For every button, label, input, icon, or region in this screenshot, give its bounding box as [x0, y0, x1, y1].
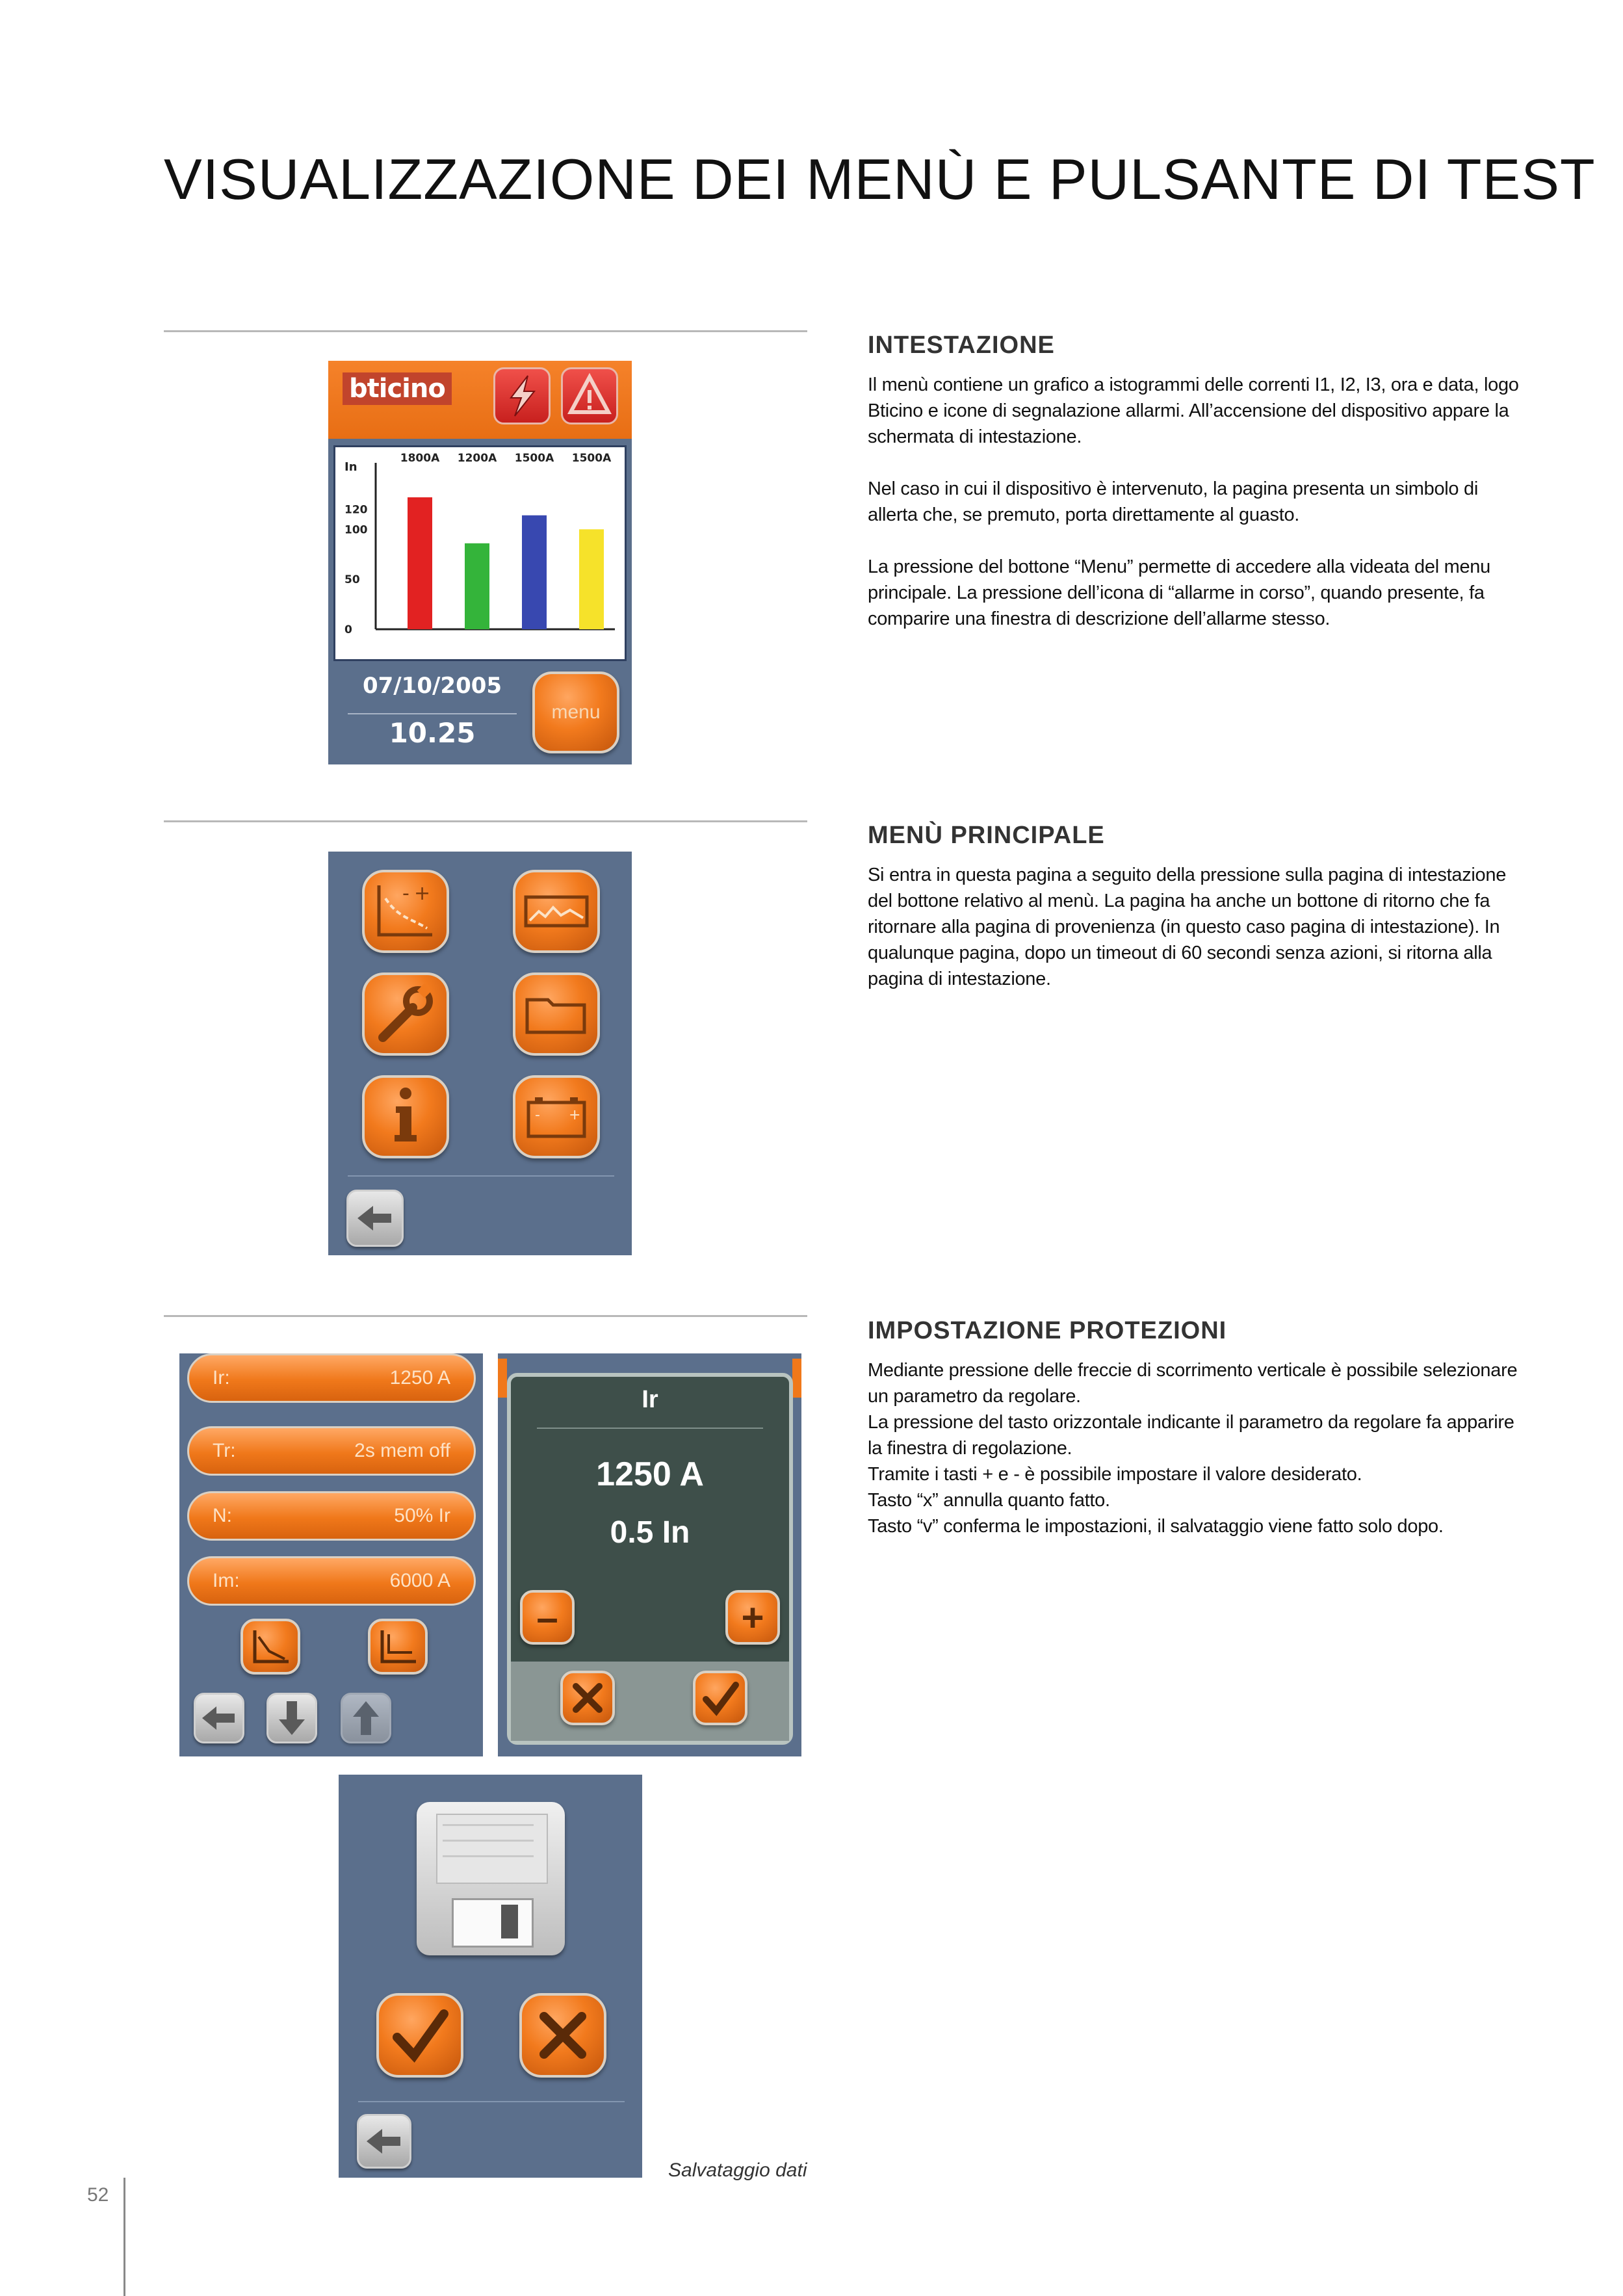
menu-button[interactable] [532, 672, 619, 753]
section-body-menu-principale [868, 862, 1531, 1018]
section-title-menu-principale: MENÙ PRINCIPALE [868, 822, 1105, 849]
menu-button-label: menu [551, 701, 601, 723]
page-number: 52 [87, 2184, 109, 2206]
y-tick-label: 120 [344, 503, 368, 517]
save-confirm-button[interactable] [376, 1993, 463, 2078]
text-line: La pressione del tasto orizzontale indicante il parametro da regolare fa apparire la finestra di regolazione. [868, 1412, 1514, 1459]
battery-icon[interactable] [513, 1075, 600, 1158]
param-value: 2s mem off [354, 1440, 450, 1461]
param-value: 6000 A [389, 1570, 450, 1591]
text-line: Tramite i tasti + e - è possibile impostare il valore desiderato. [868, 1464, 1362, 1485]
save-divider [358, 2101, 625, 2102]
bar [579, 529, 604, 629]
param-label: N: [213, 1505, 232, 1526]
page-title: VISUALIZZAZIONE DEI MENÙ E PULSANTE DI TEST [164, 147, 1596, 211]
section-divider [164, 820, 807, 822]
param-value: 50% Ir [394, 1505, 450, 1526]
param-button-im[interactable] [187, 1556, 476, 1606]
floppy-disk-icon [417, 1802, 565, 1955]
scroll-down-icon[interactable] [266, 1693, 317, 1743]
regulation-window-screen [498, 1353, 801, 1756]
curve-down-icon[interactable] [240, 1619, 300, 1675]
svg-text:+: + [414, 882, 431, 905]
pill-edge [498, 1359, 507, 1398]
date-display: 07/10/2005 [362, 673, 502, 699]
category-label: 1500A [571, 452, 612, 465]
curve-step-icon[interactable] [368, 1619, 428, 1675]
bar [408, 497, 432, 629]
info-icon[interactable] [362, 1075, 449, 1158]
regulation-ratio: 0.5 In [610, 1515, 690, 1550]
floppy-line [443, 1855, 534, 1857]
y-tick-label: 100 [344, 523, 368, 537]
page-margin-line [123, 2178, 125, 2296]
param-button-n[interactable] [187, 1491, 476, 1541]
confirm-button[interactable] [693, 1671, 747, 1725]
regulation-title: Ir [642, 1386, 658, 1413]
param-label: Ir: [213, 1367, 230, 1389]
main-menu-screen [328, 852, 632, 1255]
paragraph: Nel caso in cui il dispositivo è intervenuto, la pagina presenta un simbolo di allerta che, se premuto, porta direttamente al guasto. [868, 478, 1478, 525]
folder-icon[interactable] [513, 972, 600, 1056]
bar [522, 515, 547, 629]
section-body-impostazione-protezioni [868, 1357, 1531, 1539]
section-divider [164, 1315, 807, 1317]
text-line: Tasto “x” annulla quanto fatto. [868, 1490, 1110, 1511]
paragraph: Il menù contiene un grafico a istogrammi delle correnti I1, I2, I3, ora e data, logo Bticino e icone di segnalazione allarmi. All’accensione del dispositivo appare la schermata di intestazione. [868, 374, 1519, 447]
bar [465, 543, 489, 629]
section-body-intestazione [868, 372, 1531, 658]
paragraph: Si entra in questa pagina a seguito della pressione sulla pagina di intestazione del bottone relativo al menù. La pagina ha anche un bottone di ritorno che fa ritornare alla pagina di provenienza (in questo caso pagina di intestazione). In qualunque pagina, dopo un timeout di 60 secondi senza azioni, si ritorna alla pagina di intestazione. [868, 865, 1507, 989]
date-divider [348, 713, 517, 714]
regulation-dialog [507, 1373, 793, 1745]
regulation-value: 1250 A [596, 1455, 704, 1493]
wrench-icon[interactable] [362, 972, 449, 1056]
category-label: 1800A [400, 452, 440, 465]
waveform-icon[interactable] [513, 870, 600, 953]
menu-divider [348, 1175, 614, 1177]
back-arrow-icon[interactable] [346, 1190, 404, 1247]
floppy-line [443, 1840, 534, 1842]
back-arrow-icon[interactable] [194, 1693, 244, 1743]
y-tick-label: 0 [344, 623, 352, 636]
svg-text:-: - [535, 1107, 540, 1123]
paragraph: La pressione del bottone “Menu” permette di accedere alla videata del menu principale. La pressione dell’icona di “allarme in corso”, quando presente, fa comparire una finestra di descrizione dell’allarme stesso. [868, 556, 1490, 629]
svg-text:-: - [402, 882, 409, 905]
floppy-shutter [452, 1898, 534, 1948]
plus-button[interactable] [725, 1590, 780, 1645]
param-value: 1250 A [389, 1367, 450, 1389]
scroll-up-icon[interactable] [341, 1693, 391, 1743]
param-label: Im: [213, 1570, 240, 1591]
title-divider [537, 1428, 763, 1429]
time-display: 10.25 [389, 717, 476, 749]
header-screen [328, 361, 632, 764]
section-divider [164, 330, 807, 332]
curve-settings-icon[interactable] [362, 870, 449, 953]
current-histogram [333, 445, 627, 661]
y-tick-label: 50 [344, 573, 360, 587]
plus-label: + [741, 1596, 764, 1639]
category-label: 1200A [457, 452, 497, 465]
cancel-button[interactable] [560, 1671, 615, 1725]
section-title-intestazione: INTESTAZIONE [868, 332, 1055, 359]
warning-icon[interactable] [561, 367, 618, 424]
save-data-screen [339, 1775, 642, 2178]
param-button-tr[interactable] [187, 1426, 476, 1476]
back-arrow-icon[interactable] [357, 2114, 411, 2169]
y-axis-label: In [344, 460, 357, 474]
floppy-line [443, 1824, 534, 1826]
protection-settings-screen [179, 1353, 483, 1756]
svg-text:+: + [569, 1107, 581, 1123]
text-line: Tasto “v” conferma le impostazioni, il salvataggio viene fatto solo dopo. [868, 1516, 1444, 1537]
lightning-icon[interactable] [493, 367, 551, 424]
save-cancel-button[interactable] [519, 1993, 606, 2078]
text-line: Mediante pressione delle freccie di scorrimento verticale è possibile selezionare un parametro da regolare. [868, 1360, 1518, 1407]
pill-edge [792, 1359, 801, 1398]
minus-label: – [536, 1596, 558, 1639]
param-label: Tr: [213, 1440, 236, 1461]
section-title-impostazione-protezioni: IMPOSTAZIONE PROTEZIONI [868, 1317, 1227, 1344]
floppy-slot [501, 1905, 518, 1938]
minus-button[interactable] [520, 1590, 575, 1645]
category-label: 1500A [514, 452, 554, 465]
param-button-ir[interactable] [187, 1353, 476, 1403]
save-caption: Salvataggio dati [668, 2159, 807, 2181]
bticino-logo: bticino [343, 372, 452, 405]
